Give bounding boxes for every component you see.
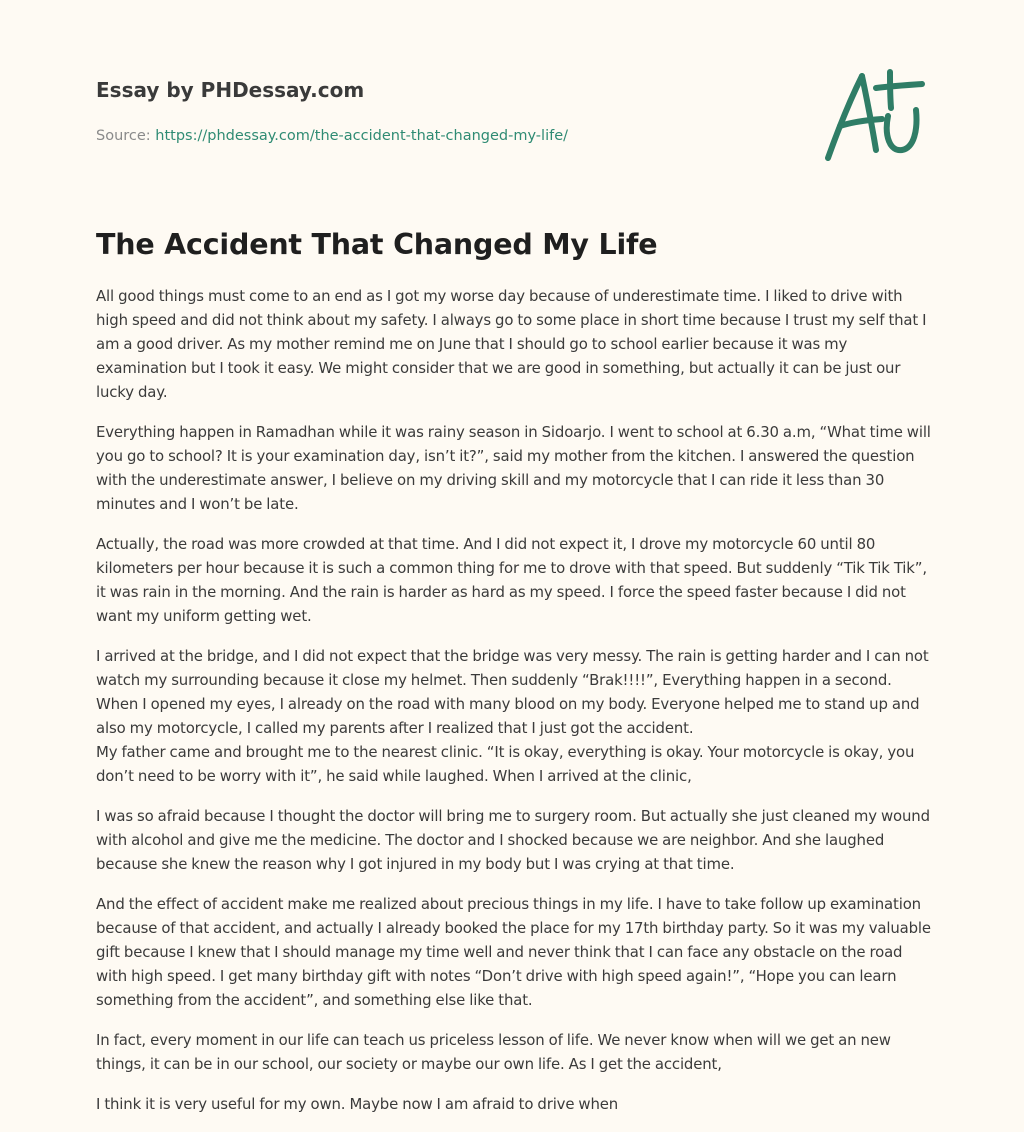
- essay-paragraph: And the effect of accident make me realized about precious things in my life. I have to take follow up examination because of that accident, and actually I already booked the place for my 17th birthday party. So it was my valuable gift because I knew that I should manage my time well and never think that I can face any obstacle on the road with high speed. I get many birthday gift with notes “Don’t drive with high speed again!”, “Hope you can learn something from the accident”, and something else like that.: [96, 895, 931, 1009]
- source-line: [96, 126, 736, 146]
- essay-body: [96, 284, 932, 1132]
- essay-paragraph: I was so afraid because I thought the doctor will bring me to surgery room. But actually she just cleaned my wound with alcohol and give me the medicine. The doctor and I shocked because we are neighbor. And she laughed because she knew the reason why I got injured in my body but I was crying at that time.: [96, 807, 930, 873]
- essay-title: The Accident That Changed My Life: [96, 228, 658, 261]
- site-title: Essay by PHDessay.com: [96, 78, 365, 102]
- essay-paragraph: Actually, the road was more crowded at that time. And I did not expect it, I drove my motorcycle 60 until 80 kilometers per hour because it is such a common thing for me to drove with that speed. But suddenly “Tik Tik Tik”, it was rain in the morning. And the rain is harder as hard as my speed. I force the speed faster because I did not want my uniform getting wet.: [96, 535, 927, 625]
- essay-paragraph: In fact, every moment in our life can teach us priceless lesson of life. We never know when will we get an new things, it can be in our school, our society or maybe our own life. As I get the accident,: [96, 1031, 891, 1073]
- essay-paragraph: I think it is very useful for my own. Maybe now I am afraid to drive when: [96, 1095, 619, 1113]
- essay-paragraph: Everything happen in Ramadhan while it was rainy season in Sidoarjo. I went to school at 6.30 a.m, “What time will you go to school? It is your examination day, isn’t it?”, said my mother from the kitchen. I answered the question with the underestimate answer, I believe on my driving skill and my motorcycle that I can ride it less than 30 minutes and I won’t be late.: [96, 423, 931, 513]
- page-header: [96, 76, 736, 146]
- essay-paragraph: All good things must come to an end as I got my worse day because of underestimate time. I liked to drive with high speed and did not think about my safety. I always go to some place in short time because I trust my self that I am a good driver. As my mother remind me on June that I should go to school earlier because it was my examination but I took it easy. We might consider that we are good in something, but actually it can be just our lucky day.: [96, 287, 927, 401]
- source-link[interactable]: https://phdessay.com/the-accident-that-changed-my-life/: [155, 128, 569, 144]
- essay-paragraph: My father came and brought me to the nearest clinic. “It is okay, everything is okay. Your motorcycle is okay, you don’t need to be worry with it”, he said while laughed. When I arrived at the clinic,: [96, 743, 915, 785]
- essay-paragraph: I arrived at the bridge, and I did not expect that the bridge was very messy. The rain is getting harder and I can not watch my surrounding because it close my helmet. Then suddenly “Brak!!!!”, Everything happen in a second. When I opened my eyes, I already on the road with many blood on my body. Everyone helped me to stand up and also my motorcycle, I called my parents after I realized that I just got the accident.: [96, 647, 929, 737]
- source-label: Source:: [96, 128, 156, 144]
- a-plus-grade-icon: [818, 64, 930, 168]
